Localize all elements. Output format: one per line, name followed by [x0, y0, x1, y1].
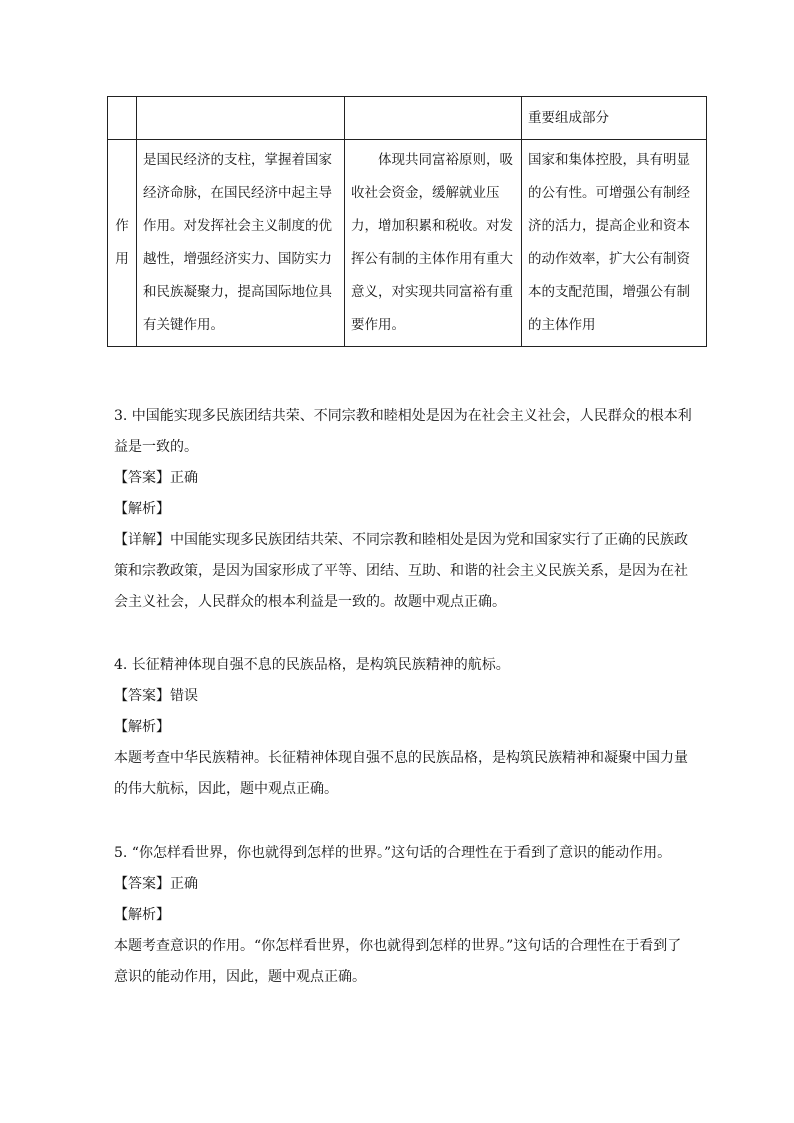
table-cell [345, 97, 522, 140]
analysis-text: 本题考查中华民族精神。长征精神体现自强不息的民族品格，是构筑民族精神和凝聚中国力量的伟大航标，因此，题中观点正确。 [114, 750, 688, 797]
question-block [114, 401, 694, 618]
question-text: 5. “你怎样看世界，你也就得到怎样的世界。”这句话的合理性在于看到了意识的能动作用。 [114, 845, 672, 861]
comparison-table [107, 96, 707, 347]
table-cell: 国家和集体控股，具有明显的公有性。可增强公有制经济的活力，提高企业和资本的动作效率，扩大公有制资本的支配范围，增强公有制的主体作用 [522, 140, 707, 347]
answer-text: 【答案】正确 [114, 876, 198, 892]
analysis-text: 本题考查意识的作用。“你怎样看世界，你也就得到怎样的世界。”这句话的合理性在于看到了意识的能动作用，因此，题中观点正确。 [114, 938, 682, 985]
answer-text: 【答案】正确 [114, 470, 198, 486]
row-label-char: 作 [115, 218, 129, 234]
table-cell: 重要组成部分 [522, 97, 707, 140]
table-cell: 是国民经济的支柱，掌握着国家经济命脉，在国民经济中起主导作用。对发挥社会主义制度的优越性，增强经济实力、国防实力和民族凝聚力，提高国际地位具有关键作用。 [137, 140, 345, 347]
table-cell [137, 97, 345, 140]
table-row [108, 140, 707, 347]
analysis-text: 【详解】中国能实现多民族团结共荣、不同宗教和睦相处是因为党和国家实行了正确的民族政策和宗教政策，是因为国家形成了平等、团结、互助、和谐的社会主义民族关系，是因为在社会主义社会，人民群众的根本利益是一致的。故题中观点正确。 [114, 532, 688, 610]
table-cell: 体现共同富裕原则，吸收社会资金，缓解就业压力，增加积累和税收。对发挥公有制的主体作用有重大意义，对实现共同富裕有重要作用。 [345, 140, 522, 347]
question-block [114, 650, 694, 805]
row-label-char: 用 [115, 251, 129, 267]
table-row [108, 97, 707, 140]
answer-text: 【答案】错误 [114, 688, 198, 704]
question-text: 4. 长征精神体现自强不息的民族品格，是构筑民族精神的航标。 [114, 657, 510, 673]
analysis-label: 【解析】 [114, 501, 170, 517]
table-cell [108, 97, 137, 140]
question-text: 3. 中国能实现多民族团结共荣、不同宗教和睦相处是因为在社会主义社会，人民群众的根本利益是一致的。 [114, 408, 692, 455]
analysis-label: 【解析】 [114, 907, 170, 923]
row-label-cell [108, 140, 137, 347]
analysis-label: 【解析】 [114, 719, 170, 735]
question-block [114, 838, 694, 993]
